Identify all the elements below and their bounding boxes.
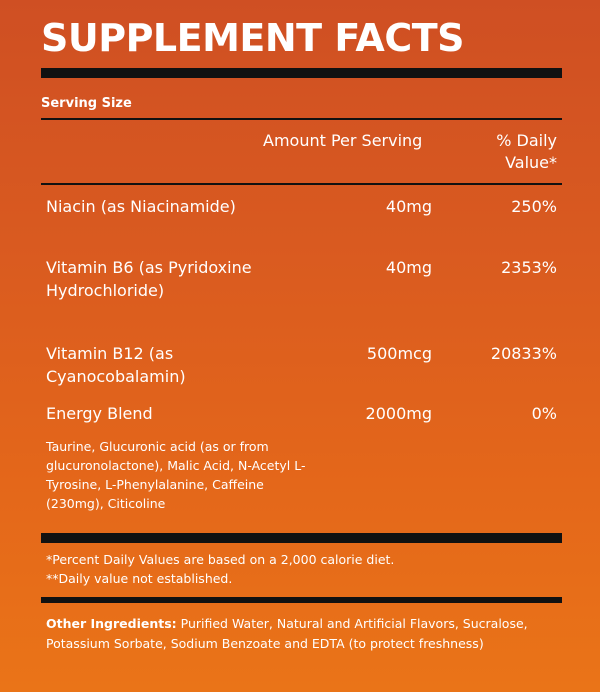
footnote-percent-daily: *Percent Daily Values are based on a 2,000 calorie diet. — [46, 552, 395, 567]
nutrient-name: Niacin (as Niacinamide) — [46, 197, 236, 216]
header-rule — [41, 183, 562, 185]
header-daily-value: % Daily Value* — [496, 131, 557, 172]
header-amount-per-serving: Amount Per Serving — [263, 131, 423, 150]
nutrient-amount: 2000mg — [365, 404, 432, 423]
bottom-thick-rule — [41, 533, 562, 543]
other-ingredients-label: Other Ingredients: — [46, 616, 177, 631]
energy-blend-description: Taurine, Glucuronic acid (as or from glucuronolactone), Malic Acid, N-Acetyl L-Tyrosine, L-Phenylalanine, Caffeine (230mg), Citicoline — [46, 439, 306, 511]
nutrient-daily-value: 250% — [511, 197, 557, 216]
serving-size-label: Serving Size — [41, 96, 132, 111]
nutrient-amount: 40mg — [385, 258, 432, 277]
other-ingredients — [46, 614, 566, 654]
footnote-not-established: **Daily value not established. — [46, 571, 233, 586]
top-thick-rule — [41, 68, 562, 78]
footnote-rule — [41, 597, 562, 603]
page-title: SUPPLEMENT FACTS — [41, 16, 465, 60]
nutrient-daily-value: 2353% — [501, 258, 557, 277]
nutrient-name: Energy Blend — [46, 404, 153, 423]
serving-rule — [41, 118, 562, 120]
other-ingredients-text: Purified Water, Natural and Artificial Flavors, Sucralose, Potassium Sorbate, Sodium Benzoate and EDTA (to protect freshness) — [46, 616, 528, 651]
nutrient-daily-value: 20833% — [490, 344, 557, 363]
nutrient-amount: 40mg — [385, 197, 432, 216]
nutrient-name: Vitamin B12 (as Cyanocobalamin) — [46, 344, 186, 386]
nutrient-daily-value: 0% — [531, 404, 557, 423]
nutrient-name: Vitamin B6 (as Pyridoxine Hydrochloride) — [46, 258, 252, 300]
nutrient-amount: 500mcg — [366, 344, 432, 363]
